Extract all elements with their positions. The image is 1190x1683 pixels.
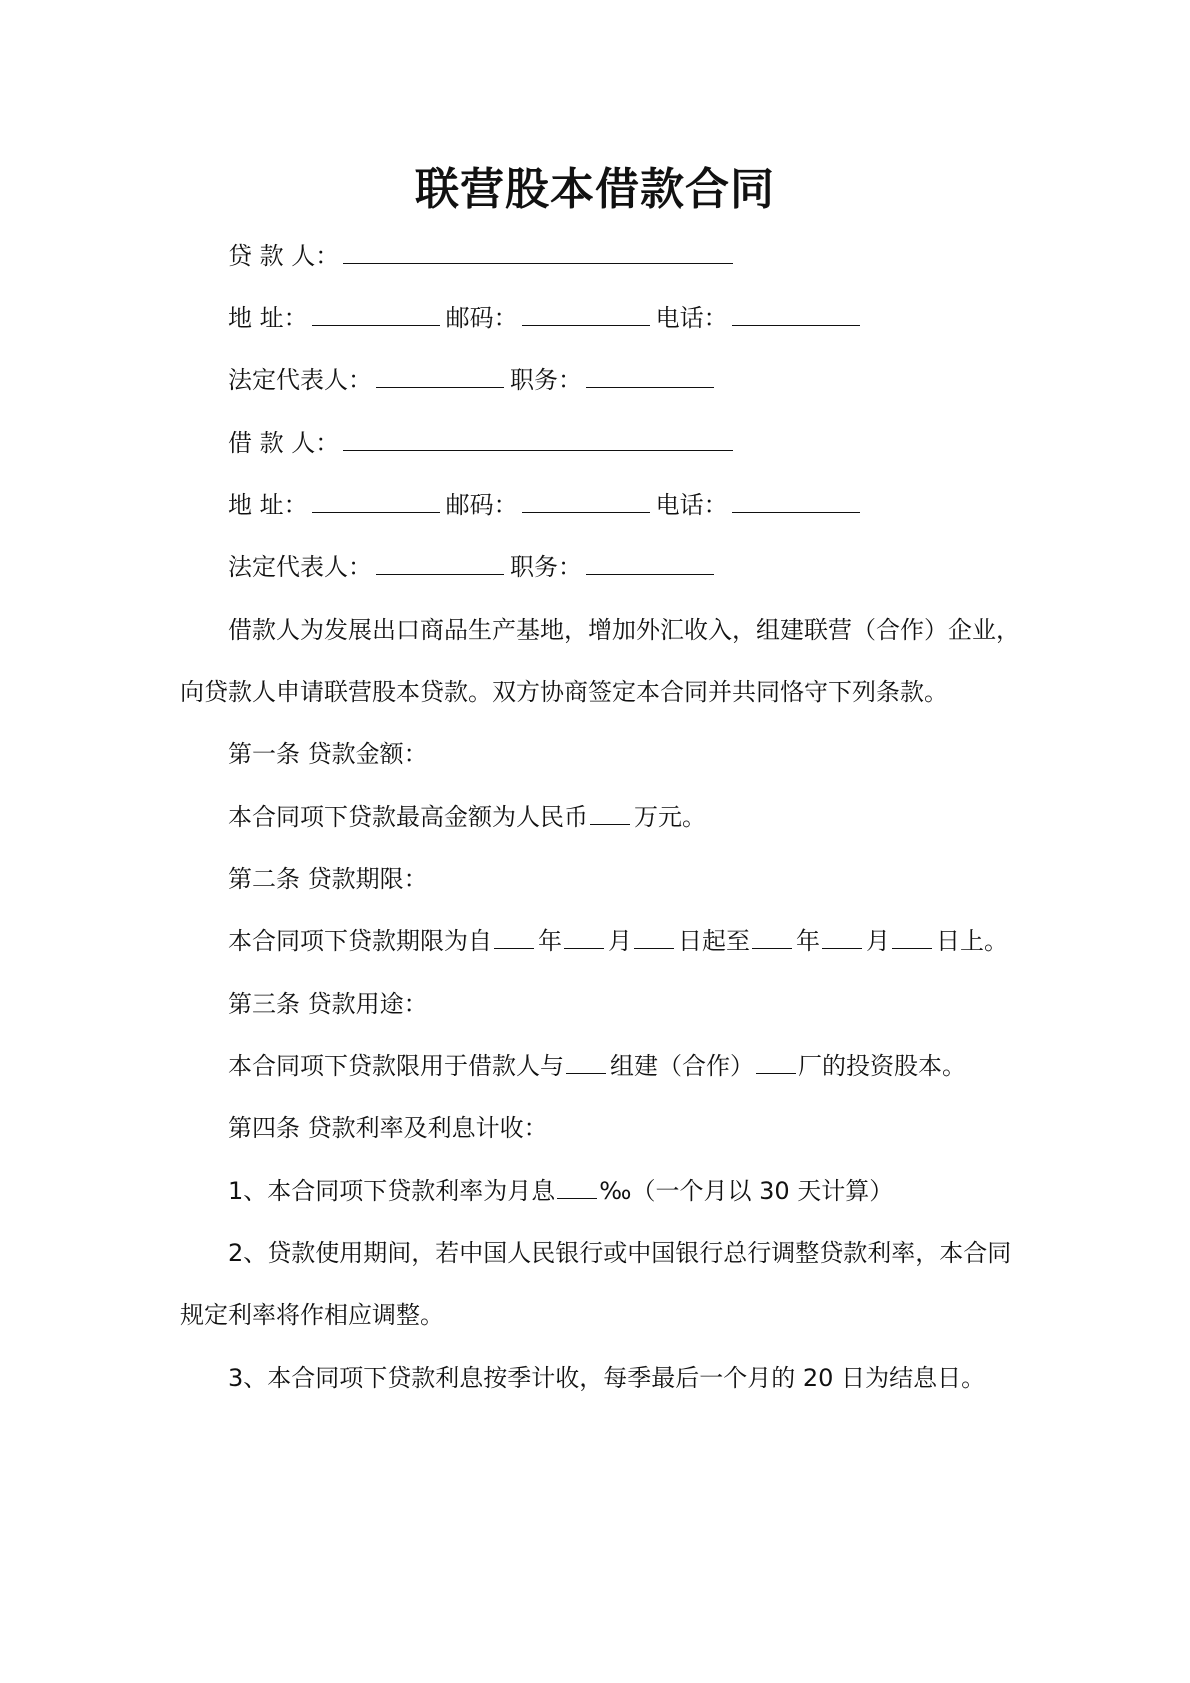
start-day-blank	[634, 921, 674, 949]
article-3-part: 组建（合作）	[610, 1052, 754, 1080]
article-1-text-pre: 本合同项下贷款最高金额为人民币	[228, 803, 588, 831]
lender-name-blank	[343, 236, 733, 264]
borrower-rep-blank	[376, 547, 504, 575]
article-2-part: 年	[796, 927, 820, 955]
article-1-text-post: 万元。	[634, 803, 706, 831]
borrower-zip-label: 邮码：	[445, 491, 518, 519]
borrower-phone-label: 电话：	[655, 491, 728, 519]
article-2-part: 本合同项下贷款期限为自	[228, 927, 492, 955]
borrower-phone-blank	[732, 485, 860, 513]
lender-address-label: 地 址：	[228, 304, 308, 332]
article-4-item-3: 3、本合同项下贷款利息按季计收，每季最后一个月的 20 日为结息日。	[228, 1364, 986, 1392]
preamble-line-2: 向贷款人申请联营股本贷款。双方协商签定本合同并共同恪守下列条款。	[180, 678, 948, 706]
borrower-name-blank	[343, 423, 733, 451]
article-2-part: 年	[538, 927, 562, 955]
lender-phone-blank	[732, 298, 860, 326]
article-3-text	[228, 1046, 966, 1086]
article-3-part: 本合同项下贷款限用于借款人与	[228, 1052, 564, 1080]
borrower-name-label: 借 款 人：	[228, 429, 340, 457]
start-month-blank	[564, 921, 604, 949]
article-1-text	[228, 797, 706, 837]
article-3-part: 厂的投资股本。	[798, 1052, 966, 1080]
article-4-item-1	[228, 1171, 893, 1211]
partner-blank	[566, 1046, 606, 1074]
borrower-contact-line	[228, 485, 866, 525]
rate-blank	[557, 1171, 597, 1199]
lender-contact-line	[228, 298, 866, 338]
end-day-blank	[892, 921, 932, 949]
lender-position-blank	[586, 360, 714, 388]
borrower-address-blank	[312, 485, 440, 513]
amount-blank	[590, 797, 630, 825]
end-month-blank	[822, 921, 862, 949]
article-4-item-2-line-1: 2、贷款使用期间，若中国人民银行或中国银行总行调整贷款利率，本合同	[228, 1239, 1012, 1267]
lender-address-blank	[312, 298, 440, 326]
borrower-rep-line	[228, 547, 720, 587]
borrower-address-label: 地 址：	[228, 491, 308, 519]
preamble-line-1: 借款人为发展出口商品生产基地，增加外汇收入，组建联营（合作）企业，	[228, 616, 1020, 644]
lender-position-label: 职务：	[510, 366, 582, 394]
borrower-name-line	[228, 423, 733, 463]
lender-rep-blank	[376, 360, 504, 388]
document-title: 联营股本借款合同	[415, 164, 775, 215]
article-2-part: 月	[608, 927, 632, 955]
article-4-item-1-post: ‰（一个月以 30 天计算）	[599, 1177, 894, 1205]
article-2-heading: 第二条 贷款期限：	[228, 865, 428, 893]
borrower-zip-blank	[522, 485, 650, 513]
article-4-heading: 第四条 贷款利率及利息计收：	[228, 1114, 548, 1142]
borrower-position-label: 职务：	[510, 553, 582, 581]
article-4-item-2-line-2: 规定利率将作相应调整。	[180, 1301, 444, 1329]
article-3-heading: 第三条 贷款用途：	[228, 990, 428, 1018]
lender-rep-line	[228, 360, 720, 400]
article-4-item-1-pre: 1、本合同项下贷款利率为月息	[228, 1177, 556, 1205]
article-2-part: 日起至	[678, 927, 750, 955]
borrower-rep-label: 法定代表人：	[228, 553, 372, 581]
factory-blank	[756, 1046, 796, 1074]
article-2-part: 日上。	[936, 927, 1008, 955]
article-1-heading: 第一条 贷款金额：	[228, 740, 428, 768]
start-year-blank	[494, 921, 534, 949]
end-year-blank	[752, 921, 792, 949]
lender-phone-label: 电话：	[655, 304, 728, 332]
lender-name-label: 贷 款 人：	[228, 242, 340, 270]
lender-zip-blank	[522, 298, 650, 326]
article-2-text	[228, 921, 1008, 961]
lender-name-line	[228, 236, 733, 276]
article-2-part: 月	[866, 927, 890, 955]
borrower-position-blank	[586, 547, 714, 575]
lender-zip-label: 邮码：	[445, 304, 518, 332]
lender-rep-label: 法定代表人：	[228, 366, 372, 394]
